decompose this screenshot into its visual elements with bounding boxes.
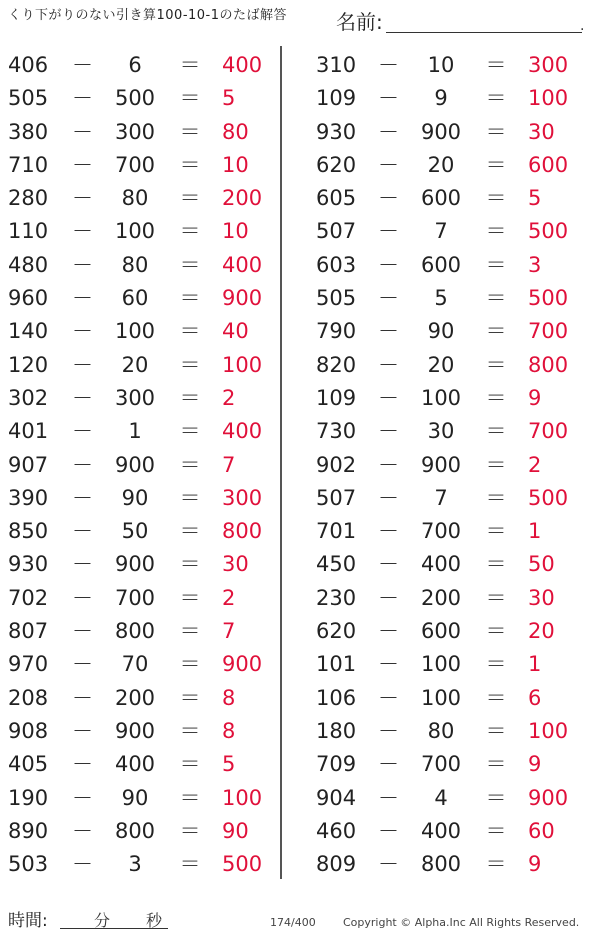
answer: 400 [222, 419, 263, 444]
answer: 50 [528, 552, 555, 577]
subtrahend: 20 [427, 352, 455, 377]
minus-sign: － [378, 718, 399, 743]
minus-sign: － [72, 152, 93, 177]
minus-sign: － [378, 752, 399, 777]
minus-sign: － [72, 785, 93, 810]
minuend: 930 [316, 119, 357, 144]
minuend: 390 [8, 485, 49, 510]
minuend: 605 [316, 186, 357, 211]
minus-sign: － [378, 252, 399, 277]
equals-sign: ＝ [485, 818, 507, 843]
minuend: 180 [316, 718, 357, 743]
minuend: 310 [316, 53, 357, 77]
equals-sign: ＝ [179, 485, 201, 510]
minus-sign: － [378, 219, 399, 244]
subtrahend: 90 [427, 319, 455, 344]
equals-sign: ＝ [179, 319, 201, 344]
answer: 8 [222, 685, 236, 710]
minus-sign: － [72, 685, 93, 710]
subtrahend: 900 [114, 718, 156, 743]
minuend: 460 [316, 818, 357, 843]
minuend: 790 [316, 319, 357, 344]
equals-sign: ＝ [179, 419, 201, 444]
minuend: 807 [8, 619, 49, 644]
subtrahend: 7 [434, 219, 448, 244]
answer: 5 [222, 86, 236, 111]
equals-sign: ＝ [485, 452, 507, 477]
minuend: 603 [316, 252, 357, 277]
answer: 8 [222, 718, 236, 743]
minus-sign: － [72, 519, 93, 544]
minuend: 280 [8, 186, 49, 211]
answer: 500 [528, 485, 569, 510]
equals-sign: ＝ [179, 286, 201, 311]
subtrahend: 900 [420, 119, 462, 144]
minuend: 908 [8, 718, 49, 743]
minus-sign: － [378, 619, 399, 644]
worksheet-title: くり下がりのない引き算100-10-1のたば解答 [8, 8, 288, 23]
minuend: 930 [8, 552, 49, 577]
subtrahend: 80 [121, 186, 149, 211]
equals-sign: ＝ [179, 452, 201, 477]
subtrahend: 10 [427, 53, 455, 77]
minus-sign: － [378, 53, 399, 77]
minus-sign: － [72, 552, 93, 577]
minus-sign: － [72, 485, 93, 510]
equals-sign: ＝ [485, 152, 507, 177]
subtrahend: 90 [121, 485, 149, 510]
minuend: 120 [8, 352, 49, 377]
seconds-label: 秒 [146, 911, 163, 930]
subtrahend: 100 [114, 319, 156, 344]
equals-sign: ＝ [179, 53, 201, 77]
name-dot: . [580, 18, 585, 34]
subtrahend: 800 [114, 818, 156, 843]
subtrahend: 6 [128, 53, 142, 77]
minus-sign: － [378, 385, 399, 410]
equals-sign: ＝ [179, 186, 201, 211]
equals-sign: ＝ [179, 519, 201, 544]
answer: 100 [528, 86, 569, 111]
minuend: 709 [316, 752, 357, 777]
subtrahend: 4 [434, 785, 448, 810]
equals-sign: ＝ [179, 119, 201, 144]
answer: 500 [222, 852, 263, 877]
subtrahend: 200 [420, 585, 462, 610]
minus-sign: － [378, 785, 399, 810]
minuend: 109 [316, 86, 357, 111]
minus-sign: － [72, 752, 93, 777]
answer: 5 [528, 186, 542, 211]
answer: 900 [528, 785, 569, 810]
subtrahend: 800 [114, 619, 156, 644]
minuend: 503 [8, 852, 49, 877]
answer: 500 [528, 219, 569, 244]
answer: 40 [222, 319, 249, 344]
answer: 20 [528, 619, 555, 644]
name-field [336, 6, 586, 32]
answer: 900 [222, 286, 263, 311]
minus-sign: － [72, 818, 93, 843]
equals-sign: ＝ [179, 585, 201, 610]
minus-sign: － [378, 86, 399, 111]
time-label: 時間: [8, 911, 48, 931]
minuend: 620 [316, 619, 357, 644]
subtrahend: 70 [121, 652, 149, 677]
equals-sign: ＝ [485, 119, 507, 144]
answer: 100 [528, 718, 569, 743]
subtrahend: 600 [420, 252, 462, 277]
equals-sign: ＝ [179, 818, 201, 843]
minus-sign: － [378, 585, 399, 610]
answer: 400 [222, 53, 263, 77]
subtrahend: 20 [121, 352, 149, 377]
minuend: 850 [8, 519, 49, 544]
minus-sign: － [72, 452, 93, 477]
minutes-label: 分 [94, 911, 111, 930]
minus-sign: － [378, 852, 399, 877]
subtrahend: 400 [420, 552, 462, 577]
answer: 700 [528, 419, 569, 444]
minuend: 507 [316, 219, 357, 244]
minus-sign: － [72, 585, 93, 610]
minuend: 902 [316, 452, 357, 477]
equals-sign: ＝ [485, 352, 507, 377]
minuend: 620 [316, 152, 357, 177]
minus-sign: － [378, 485, 399, 510]
minuend: 106 [316, 685, 357, 710]
minus-sign: － [72, 419, 93, 444]
equals-sign: ＝ [485, 785, 507, 810]
minus-sign: － [72, 53, 93, 77]
minus-sign: － [378, 652, 399, 677]
equals-sign: ＝ [485, 385, 507, 410]
minuend: 960 [8, 286, 49, 311]
subtrahend: 200 [114, 685, 156, 710]
subtrahend: 700 [114, 152, 156, 177]
equals-sign: ＝ [485, 252, 507, 277]
subtrahend: 900 [114, 552, 156, 577]
minuend: 401 [8, 419, 49, 444]
equals-sign: ＝ [485, 585, 507, 610]
minuend: 406 [8, 53, 49, 77]
minuend: 970 [8, 652, 49, 677]
minus-sign: － [72, 619, 93, 644]
copyright: Copyright © Alpha.Inc All Rights Reserved. [343, 916, 580, 929]
minuend: 890 [8, 818, 49, 843]
subtrahend: 100 [420, 652, 462, 677]
minus-sign: － [72, 219, 93, 244]
answer: 500 [528, 286, 569, 311]
minus-sign: － [72, 186, 93, 211]
equals-sign: ＝ [179, 685, 201, 710]
minus-sign: － [378, 286, 399, 311]
answer: 9 [528, 752, 542, 777]
answer: 9 [528, 852, 542, 877]
minuend: 302 [8, 385, 49, 410]
subtrahend: 700 [114, 585, 156, 610]
answer: 3 [528, 252, 542, 277]
minus-sign: － [378, 319, 399, 344]
minus-sign: － [72, 319, 93, 344]
minuend: 505 [8, 86, 49, 111]
minus-sign: － [378, 419, 399, 444]
answer: 2 [222, 585, 236, 610]
subtrahend: 30 [427, 419, 455, 444]
minuend: 820 [316, 352, 357, 377]
minuend: 904 [316, 785, 357, 810]
minus-sign: － [378, 818, 399, 843]
minuend: 507 [316, 485, 357, 510]
subtrahend: 5 [434, 286, 448, 311]
subtrahend: 700 [420, 519, 462, 544]
minus-sign: － [72, 718, 93, 743]
minuend: 907 [8, 452, 49, 477]
equals-sign: ＝ [179, 752, 201, 777]
equals-sign: ＝ [485, 319, 507, 344]
answer: 400 [222, 252, 263, 277]
answer: 7 [222, 619, 236, 644]
subtrahend: 700 [420, 752, 462, 777]
minuend: 101 [316, 652, 357, 677]
equals-sign: ＝ [179, 252, 201, 277]
minus-sign: － [72, 119, 93, 144]
minuend: 230 [316, 585, 357, 610]
subtrahend: 600 [420, 619, 462, 644]
minuend: 702 [8, 585, 49, 610]
minus-sign: － [378, 452, 399, 477]
equals-sign: ＝ [485, 485, 507, 510]
subtrahend: 900 [420, 452, 462, 477]
name-label: 名前: [336, 10, 383, 34]
equals-sign: ＝ [485, 652, 507, 677]
subtrahend: 7 [434, 485, 448, 510]
subtrahend: 900 [114, 452, 156, 477]
answer: 600 [528, 152, 569, 177]
minuend: 405 [8, 752, 49, 777]
minus-sign: － [72, 352, 93, 377]
answer: 700 [528, 319, 569, 344]
answer: 100 [222, 352, 263, 377]
minuend: 380 [8, 119, 49, 144]
minus-sign: － [378, 685, 399, 710]
subtrahend: 60 [121, 286, 149, 311]
subtrahend: 100 [420, 685, 462, 710]
equals-sign: ＝ [485, 419, 507, 444]
equals-sign: ＝ [179, 552, 201, 577]
subtrahend: 3 [128, 852, 142, 877]
equals-sign: ＝ [179, 652, 201, 677]
subtrahend: 400 [114, 752, 156, 777]
minuend: 450 [316, 552, 357, 577]
name-underline [386, 32, 582, 33]
minuend: 208 [8, 685, 49, 710]
minus-sign: － [378, 186, 399, 211]
answer: 300 [222, 485, 263, 510]
answer: 800 [528, 352, 569, 377]
subtrahend: 80 [121, 252, 149, 277]
subtrahend: 1 [128, 419, 142, 444]
minus-sign: － [378, 119, 399, 144]
minus-sign: － [378, 352, 399, 377]
subtrahend: 300 [114, 119, 156, 144]
answer: 80 [222, 119, 249, 144]
answer: 200 [222, 186, 263, 211]
equals-sign: ＝ [179, 352, 201, 377]
equals-sign: ＝ [179, 852, 201, 877]
answer: 60 [528, 818, 555, 843]
equals-sign: ＝ [179, 718, 201, 743]
answer: 1 [528, 519, 542, 544]
minuend: 701 [316, 519, 357, 544]
subtrahend: 80 [427, 718, 455, 743]
subtrahend: 300 [114, 385, 156, 410]
equals-sign: ＝ [485, 219, 507, 244]
equals-sign: ＝ [179, 219, 201, 244]
equals-sign: ＝ [485, 718, 507, 743]
equals-sign: ＝ [179, 86, 201, 111]
minuend: 730 [316, 419, 357, 444]
equals-sign: ＝ [179, 785, 201, 810]
answer: 6 [528, 685, 542, 710]
subtrahend: 90 [121, 785, 149, 810]
equals-sign: ＝ [179, 385, 201, 410]
minus-sign: － [378, 152, 399, 177]
minuend: 190 [8, 785, 49, 810]
subtrahend: 400 [420, 818, 462, 843]
minus-sign: － [72, 286, 93, 311]
subtrahend: 500 [114, 86, 156, 111]
subtrahend: 800 [420, 852, 462, 877]
subtrahend: 9 [434, 86, 448, 111]
equals-sign: ＝ [485, 186, 507, 211]
answer: 100 [222, 785, 263, 810]
minuend: 140 [8, 319, 49, 344]
answer: 10 [222, 219, 249, 244]
answer: 900 [222, 652, 263, 677]
equals-sign: ＝ [485, 852, 507, 877]
equals-sign: ＝ [485, 86, 507, 111]
minus-sign: － [378, 519, 399, 544]
equals-sign: ＝ [485, 519, 507, 544]
minuend: 505 [316, 286, 357, 311]
answer: 30 [222, 552, 249, 577]
answer: 2 [528, 452, 542, 477]
minuend: 480 [8, 252, 49, 277]
minus-sign: － [72, 652, 93, 677]
answer: 9 [528, 385, 542, 410]
answer: 2 [222, 385, 236, 410]
answer: 10 [222, 152, 249, 177]
answer: 1 [528, 652, 542, 677]
minuend: 809 [316, 852, 357, 877]
minus-sign: － [72, 852, 93, 877]
minuend: 109 [316, 385, 357, 410]
answer: 5 [222, 752, 236, 777]
answer: 300 [528, 53, 569, 77]
subtrahend: 50 [121, 519, 149, 544]
answer: 800 [222, 519, 263, 544]
equals-sign: ＝ [485, 752, 507, 777]
equals-sign: ＝ [179, 152, 201, 177]
answer: 7 [222, 452, 236, 477]
minus-sign: － [72, 86, 93, 111]
answer: 90 [222, 818, 249, 843]
answer: 30 [528, 119, 555, 144]
minus-sign: － [378, 552, 399, 577]
subtrahend: 100 [420, 385, 462, 410]
minuend: 110 [8, 219, 49, 244]
minus-sign: － [72, 385, 93, 410]
minus-sign: － [72, 252, 93, 277]
minuend: 710 [8, 152, 49, 177]
equals-sign: ＝ [179, 619, 201, 644]
equals-sign: ＝ [485, 286, 507, 311]
subtrahend: 100 [114, 219, 156, 244]
answer: 30 [528, 585, 555, 610]
equals-sign: ＝ [485, 552, 507, 577]
page-number: 174/400 [270, 916, 316, 929]
equals-sign: ＝ [485, 685, 507, 710]
equals-sign: ＝ [485, 53, 507, 77]
subtrahend: 600 [420, 186, 462, 211]
equals-sign: ＝ [485, 619, 507, 644]
subtrahend: 20 [427, 152, 455, 177]
